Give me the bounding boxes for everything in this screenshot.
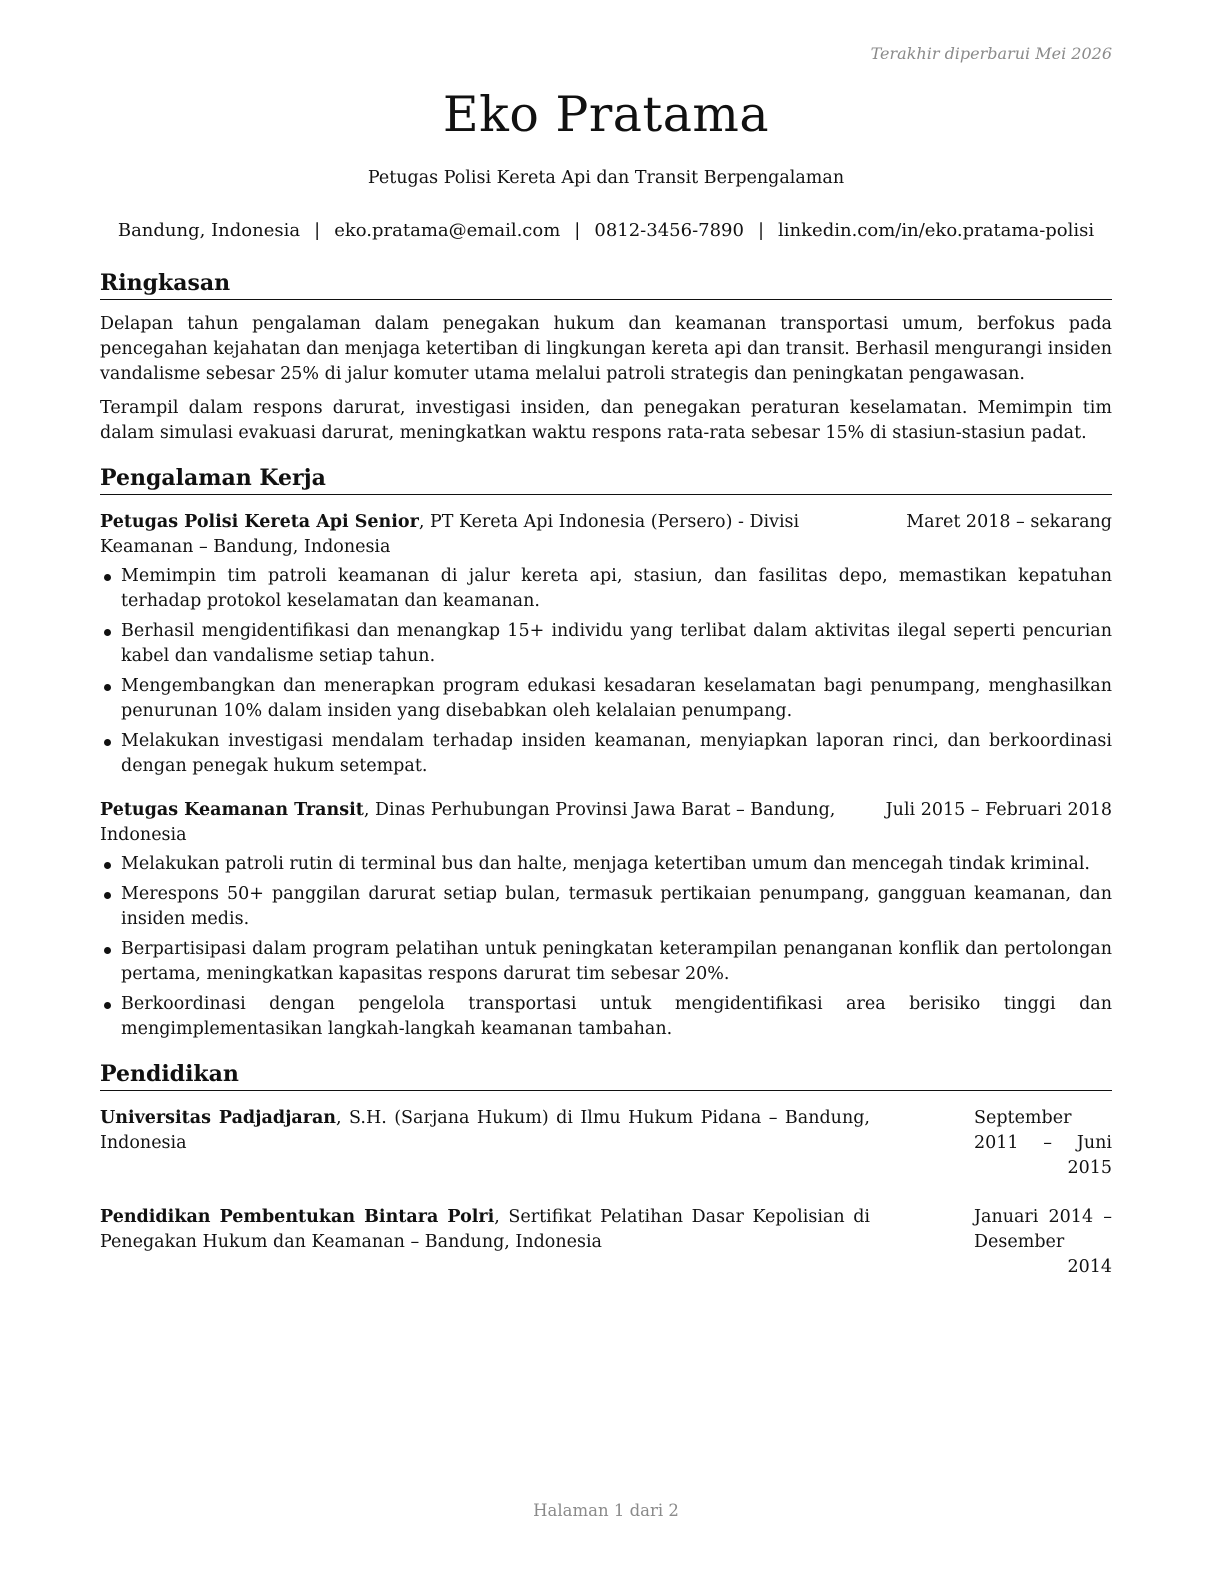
summary-heading: Ringkasan bbox=[100, 268, 1112, 300]
education-detail: , Sertifikat Pelatihan Dasar Kepolisian di Penegakan Hukum dan Keamanan – Bandung, Indonesia bbox=[100, 1207, 871, 1252]
education-entry bbox=[100, 1205, 1112, 1280]
job-header bbox=[100, 510, 1112, 560]
job-role: Petugas Polisi Kereta Api Senior bbox=[100, 512, 419, 532]
contact-separator: | bbox=[314, 220, 321, 241]
education-section bbox=[100, 1059, 1112, 1280]
job-bullet: Mengembangkan dan menerapkan program edukasi kesadaran keselamatan bagi penumpang, menghasilkan penurunan 10% dalam insiden yang disebabkan oleh kelalaian penumpang. bbox=[100, 674, 1112, 724]
education-entry bbox=[100, 1106, 1112, 1181]
experience-heading: Pengalaman Kerja bbox=[100, 463, 1112, 495]
contact-separator: | bbox=[757, 220, 765, 241]
job-bullet: Melakukan investigasi mendalam terhadap insiden keamanan, menyiapkan laporan rinci, dan berkoordinasi dengan penegak hukum setempat. bbox=[100, 729, 1112, 779]
page-number: Halaman 1 dari 2 bbox=[533, 1501, 679, 1520]
contact-separator: | bbox=[574, 220, 581, 241]
job-bullet: Berhasil mengidentifikasi dan menangkap 15+ individu yang terlibat dalam aktivitas ilegal seperti pencurian kabel dan vandalisme setiap tahun. bbox=[100, 619, 1112, 669]
job-header bbox=[100, 798, 1112, 848]
contact-linkedin[interactable]: linkedin.com/in/eko.pratama-polisi bbox=[778, 220, 1095, 241]
job-entry bbox=[100, 510, 1112, 779]
contact-location: Bandung, Indonesia bbox=[117, 220, 301, 241]
summary-body bbox=[100, 312, 1112, 446]
job-bullet: Memimpin tim patroli keamanan di jalur kereta api, stasiun, dan fasilitas depo, memastikan kepatuhan terhadap protokol keselamatan dan keamanan. bbox=[100, 564, 1112, 614]
resume-page bbox=[100, 0, 1112, 1584]
candidate-headline: Petugas Polisi Kereta Api dan Transit Berpengalaman bbox=[367, 168, 845, 188]
contact-email[interactable]: eko.pratama@email.com bbox=[334, 220, 561, 241]
education-institution: Universitas Padjadjaran bbox=[100, 1108, 337, 1128]
contact-line bbox=[100, 220, 1112, 241]
education-dates: Januari 2014 – Desember 2014 bbox=[974, 1207, 1112, 1277]
job-role: Petugas Keamanan Transit bbox=[100, 800, 364, 820]
resume-content bbox=[100, 268, 1112, 1280]
job-title-line bbox=[100, 510, 890, 560]
job-entry bbox=[100, 798, 1112, 1042]
job-title-line bbox=[100, 798, 878, 848]
education-title-line bbox=[100, 1106, 870, 1156]
last-updated: Terakhir diperbarui Mei 2026 bbox=[870, 44, 1112, 63]
job-bullet: Melakukan patroli rutin di terminal bus dan halte, menjaga ketertiban umum dan mencegah tindak kriminal. bbox=[100, 852, 1112, 877]
candidate-name: Eko Pratama bbox=[442, 86, 770, 143]
job-dates: Maret 2018 – sekarang bbox=[906, 512, 1112, 532]
education-dates: September 2011 – Juni 2015 bbox=[974, 1108, 1112, 1178]
education-institution: Pendidikan Pembentukan Bintara Polri bbox=[100, 1207, 495, 1227]
job-org: , PT Kereta Api Indonesia (Persero) - Divisi Keamanan – Bandung, Indonesia bbox=[100, 512, 800, 557]
job-org: , Dinas Perhubungan Provinsi Jawa Barat – Bandung, Indonesia bbox=[100, 800, 836, 845]
job-bullet: Merespons 50+ panggilan darurat setiap bulan, termasuk pertikaian penumpang, gangguan keamanan, dan insiden medis. bbox=[100, 882, 1112, 932]
job-bullets bbox=[100, 564, 1112, 779]
job-bullet: Berkoordinasi dengan pengelola transportasi untuk mengidentifikasi area berisiko tinggi dan mengimplementasikan langkah-langkah keamanan tambahan. bbox=[100, 992, 1112, 1042]
contact-phone[interactable]: 0812-3456-7890 bbox=[594, 220, 744, 241]
education-title-line bbox=[100, 1205, 870, 1255]
summary-section bbox=[100, 268, 1112, 446]
experience-section bbox=[100, 463, 1112, 1042]
education-heading: Pendidikan bbox=[100, 1059, 1112, 1091]
job-bullet: Berpartisipasi dalam program pelatihan untuk peningkatan keterampilan penanganan konflik dan pertolongan pertama, meningkatkan kapasitas respons darurat tim sebesar 20%. bbox=[100, 937, 1112, 987]
education-detail: , S.H. (Sarjana Hukum) di Ilmu Hukum Pidana – Bandung, Indonesia bbox=[100, 1108, 870, 1153]
summary-paragraph: Terampil dalam respons darurat, investigasi insiden, dan penegakan peraturan keselamatan. Memimpin tim dalam simulasi evakuasi darurat, meningkatkan waktu respons rata-rata sebesar 15% di stasiun-stasiun padat. bbox=[100, 398, 1112, 443]
summary-paragraph: Delapan tahun pengalaman dalam penegakan hukum dan keamanan transportasi umum, berfokus pada pencegahan kejahatan dan menjaga ketertiban di lingkungan kereta api dan transit. Berhasil mengurangi insiden vandalisme sebesar 25% di jalur komuter utama melalui patroli strategis dan peningkatan pengawasan. bbox=[100, 314, 1112, 384]
job-dates: Juli 2015 – Februari 2018 bbox=[885, 800, 1112, 820]
job-bullets bbox=[100, 852, 1112, 1042]
